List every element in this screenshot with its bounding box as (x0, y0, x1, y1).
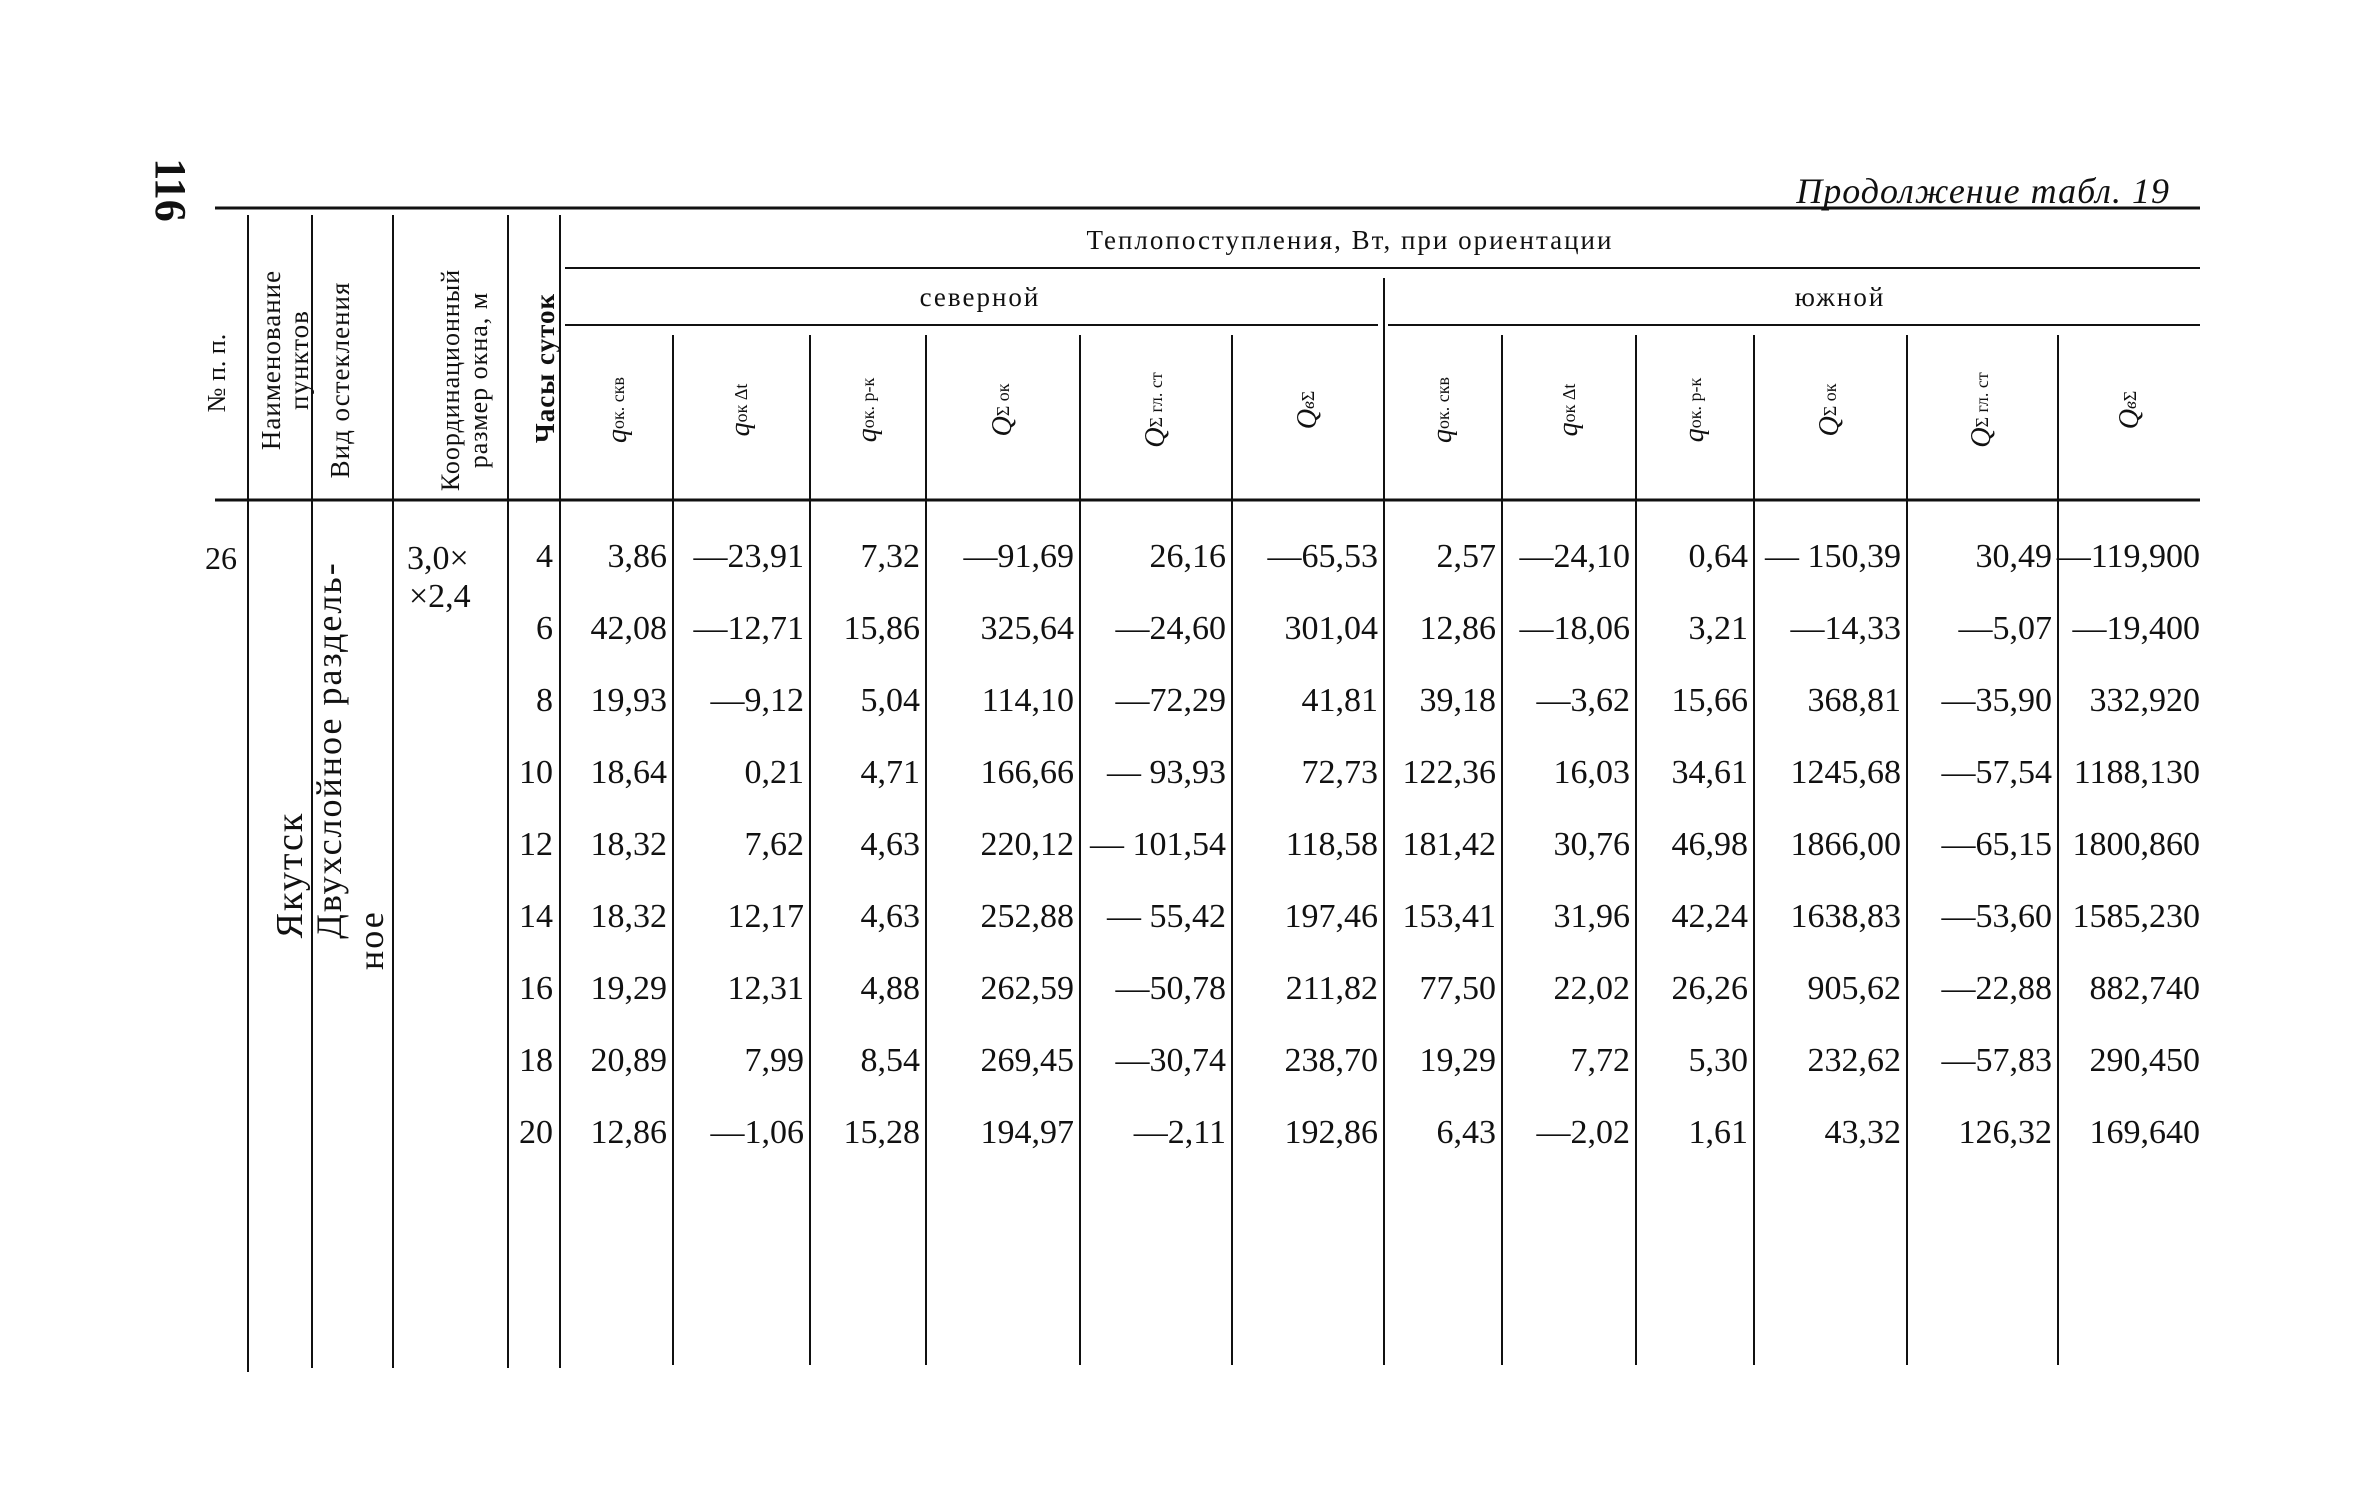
south-value-cell: 42,24 (1671, 898, 1748, 935)
south-value-cell: —119,900 (2056, 538, 2200, 575)
north-value-cell: 0,21 (744, 754, 804, 791)
south-value-cell: 30,76 (1553, 826, 1630, 863)
south-value-cell: 43,32 (1824, 1114, 1901, 1151)
north-value-cell: —30,74 (1115, 1042, 1226, 1079)
south-value-cell: —35,90 (1941, 682, 2052, 719)
south-value-cell: —57,83 (1941, 1042, 2052, 1079)
south-value-cell: 77,50 (1419, 970, 1496, 1007)
north-value-cell: 4,88 (860, 970, 920, 1007)
south-value-cell: —53,60 (1941, 898, 2052, 935)
south-value-cell: 22,02 (1553, 970, 1630, 1007)
north-value-cell: 18,64 (590, 754, 667, 791)
north-value-cell: 5,04 (860, 682, 920, 719)
sub-column-header: Q Σ ок (1814, 383, 1845, 437)
record-glazing-type: Двухслойное раздель- ное (309, 561, 391, 970)
north-value-cell: 325,64 (980, 610, 1074, 647)
header-north: северной (919, 282, 1041, 312)
north-value-cell: —1,06 (710, 1114, 804, 1151)
south-value-cell: —24,10 (1519, 538, 1630, 575)
north-value-cell: 15,28 (843, 1114, 920, 1151)
south-value-cell: —22,88 (1941, 970, 2052, 1007)
hour-cell: 4 (536, 538, 553, 575)
sub-column-header: Q в Σ (1292, 390, 1323, 430)
sub-column-header: q ок Δt (725, 383, 756, 437)
north-value-cell: —24,60 (1115, 610, 1226, 647)
south-value-cell: 1866,00 (1790, 826, 1901, 863)
south-value-cell: —18,06 (1519, 610, 1630, 647)
sub-column-header: q ок. скв (1427, 377, 1458, 443)
header-window-size: Координационный размер окна, м (436, 268, 493, 492)
hour-cell: 16 (519, 970, 553, 1007)
south-value-cell: 290,450 (2089, 1042, 2200, 1079)
hour-cell: 18 (519, 1042, 553, 1079)
north-value-cell: 26,16 (1149, 538, 1226, 575)
south-value-cell: 1188,130 (2073, 754, 2200, 791)
south-value-cell: 1638,83 (1790, 898, 1901, 935)
sub-column-header: q ок. скв (602, 377, 633, 443)
sub-column-header: Q Σ гл. ст (1140, 372, 1171, 448)
north-value-cell: 118,58 (1285, 826, 1378, 863)
south-value-cell: 1,61 (1688, 1114, 1748, 1151)
south-value-cell: 39,18 (1419, 682, 1496, 719)
sub-column-header: q ок Δt (1553, 383, 1584, 437)
north-value-cell: 4,71 (860, 754, 920, 791)
south-value-cell: 31,96 (1553, 898, 1630, 935)
north-value-cell: 15,86 (843, 610, 920, 647)
south-value-cell: 905,62 (1807, 970, 1901, 1007)
south-value-cell: 30,49 (1975, 538, 2052, 575)
north-value-cell: —12,71 (693, 610, 804, 647)
north-value-cell: 12,31 (727, 970, 804, 1007)
header-glazing-type: Вид остекления (324, 281, 355, 479)
south-value-cell: —14,33 (1790, 610, 1901, 647)
sub-column-header: Q Σ ок (987, 383, 1018, 437)
header-south: южной (1794, 282, 1886, 312)
header-row-number: № п. п. (202, 333, 231, 413)
north-value-cell: 192,86 (1284, 1114, 1378, 1151)
north-value-cell: —2,11 (1133, 1114, 1226, 1151)
south-value-cell: —19,400 (2072, 610, 2200, 647)
north-value-cell: 7,62 (744, 826, 804, 863)
south-value-cell: 46,98 (1671, 826, 1748, 863)
north-value-cell: —9,12 (710, 682, 804, 719)
south-value-cell: 7,72 (1570, 1042, 1630, 1079)
north-value-cell: 197,46 (1284, 898, 1378, 935)
north-value-cell: 262,59 (980, 970, 1074, 1007)
south-value-cell: 15,66 (1671, 682, 1748, 719)
sub-column-header: Q Σ гл. ст (1966, 372, 1997, 448)
north-value-cell: 19,93 (590, 682, 667, 719)
hour-cell: 12 (519, 826, 553, 863)
north-value-cell: 18,32 (590, 898, 667, 935)
north-value-cell: 18,32 (590, 826, 667, 863)
north-value-cell: 4,63 (860, 826, 920, 863)
south-value-cell: 232,62 (1807, 1042, 1901, 1079)
south-value-cell: —5,07 (1958, 610, 2052, 647)
north-value-cell: 19,29 (590, 970, 667, 1007)
south-value-cell: 368,81 (1807, 682, 1901, 719)
north-value-cell: — 55,42 (1107, 898, 1226, 935)
header-heat-gain: Теплопоступления, Вт, при ориентации (1086, 225, 1614, 255)
north-value-cell: 41,81 (1301, 682, 1378, 719)
north-value-cell: —23,91 (693, 538, 804, 575)
north-value-cell: 12,17 (727, 898, 804, 935)
north-value-cell: —50,78 (1115, 970, 1226, 1007)
north-value-cell: 194,97 (980, 1114, 1074, 1151)
north-value-cell: 114,10 (981, 682, 1074, 719)
hour-cell: 6 (536, 610, 553, 647)
south-value-cell: 6,43 (1436, 1114, 1496, 1151)
header-point-name: Наименование пунктов (256, 269, 314, 451)
south-value-cell: 26,26 (1671, 970, 1748, 1007)
hour-cell: 8 (536, 682, 553, 719)
north-value-cell: 3,86 (607, 538, 667, 575)
north-value-cell: 238,70 (1284, 1042, 1378, 1079)
header-hours: Часы суток (529, 292, 560, 444)
north-value-cell: — 93,93 (1107, 754, 1226, 791)
south-value-cell: 34,61 (1671, 754, 1748, 791)
south-value-cell: 169,640 (2089, 1114, 2200, 1151)
page-number: 116 (146, 158, 195, 222)
sub-column-header: q ок. р-к (852, 377, 883, 443)
record-row-number: 26 (205, 540, 237, 576)
north-value-cell: 7,32 (860, 538, 920, 575)
south-value-cell: 12,86 (1419, 610, 1496, 647)
south-value-cell: 1585,230 (2072, 898, 2200, 935)
south-value-cell: —57,54 (1941, 754, 2052, 791)
hour-cell: 20 (519, 1114, 553, 1151)
north-value-cell: —65,53 (1267, 538, 1378, 575)
north-value-cell: —91,69 (963, 538, 1074, 575)
south-value-cell: 153,41 (1402, 898, 1496, 935)
south-value-cell: — 150,39 (1765, 538, 1901, 575)
south-value-cell: 0,64 (1688, 538, 1748, 575)
south-value-cell: 1245,68 (1790, 754, 1901, 791)
north-value-cell: 4,63 (860, 898, 920, 935)
south-value-cell: 2,57 (1436, 538, 1496, 575)
north-value-cell: 301,04 (1284, 610, 1378, 647)
hour-cell: 10 (519, 754, 553, 791)
sub-column-header: Q в Σ (2114, 390, 2145, 430)
north-value-cell: 269,45 (980, 1042, 1074, 1079)
north-value-cell: —72,29 (1115, 682, 1226, 719)
sub-column-header: q ок. р-к (1679, 377, 1710, 443)
hour-cell: 14 (519, 898, 553, 935)
north-value-cell: 211,82 (1285, 970, 1378, 1007)
south-value-cell: 181,42 (1402, 826, 1496, 863)
north-value-cell: 7,99 (744, 1042, 804, 1079)
north-value-cell: 42,08 (590, 610, 667, 647)
record-point-name: Якутск (269, 811, 311, 939)
south-value-cell: 5,30 (1688, 1042, 1748, 1079)
table-continuation-title: Продолжение табл. 19 (1796, 171, 2170, 211)
north-value-cell: 166,66 (980, 754, 1074, 791)
north-value-cell: 8,54 (860, 1042, 920, 1079)
record-window-size: 3,0× ×2,4 (407, 540, 471, 615)
north-value-cell: 252,88 (980, 898, 1074, 935)
south-value-cell: 19,29 (1419, 1042, 1496, 1079)
north-value-cell: 20,89 (590, 1042, 667, 1079)
north-value-cell: 72,73 (1301, 754, 1378, 791)
south-value-cell: 882,740 (2089, 970, 2200, 1007)
south-value-cell: —3,62 (1536, 682, 1630, 719)
south-value-cell: —65,15 (1941, 826, 2052, 863)
north-value-cell: 220,12 (980, 826, 1074, 863)
south-value-cell: 332,920 (2089, 682, 2200, 719)
south-value-cell: 16,03 (1553, 754, 1630, 791)
north-value-cell: 12,86 (590, 1114, 667, 1151)
south-value-cell: 3,21 (1688, 610, 1748, 647)
south-value-cell: 126,32 (1958, 1114, 2052, 1151)
south-value-cell: 1800,860 (2072, 826, 2200, 863)
south-value-cell: —2,02 (1536, 1114, 1630, 1151)
north-value-cell: — 101,54 (1090, 826, 1226, 863)
south-value-cell: 122,36 (1402, 754, 1496, 791)
